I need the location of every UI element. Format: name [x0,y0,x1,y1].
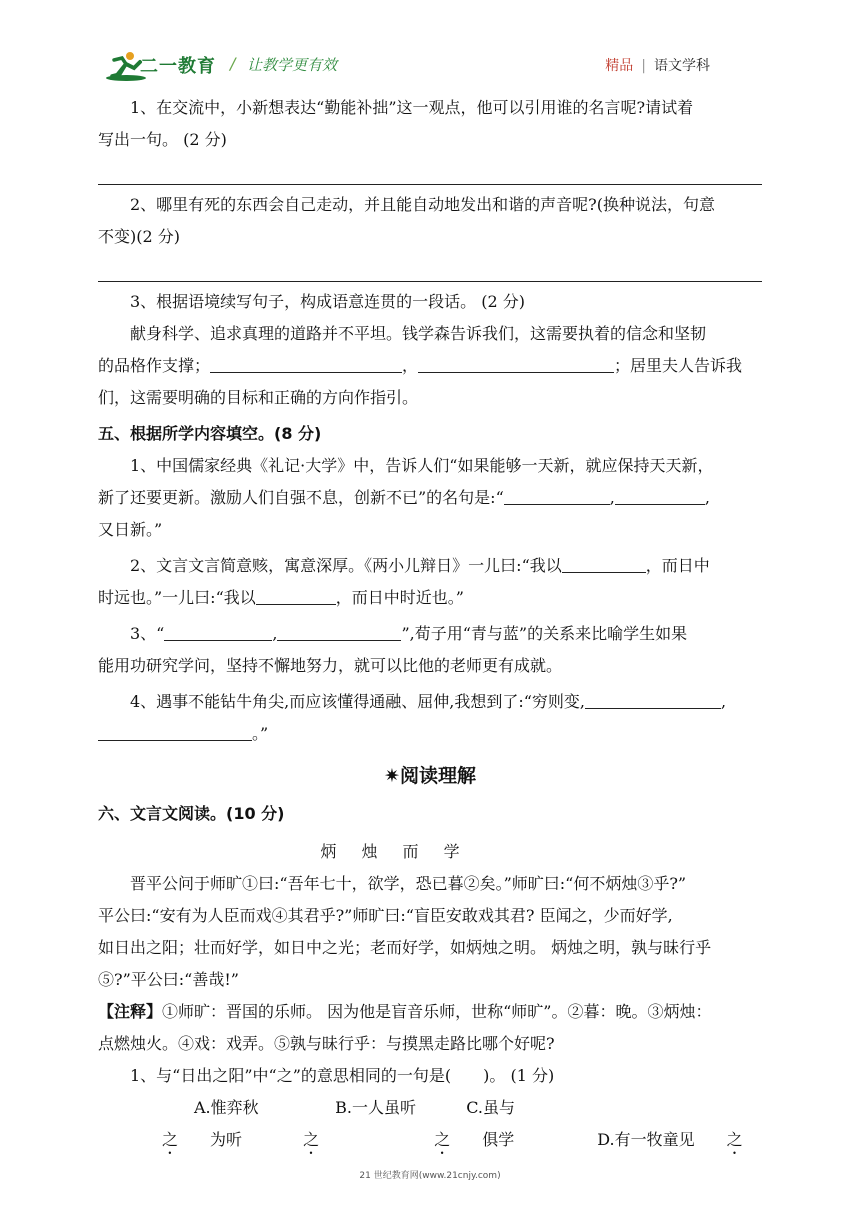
text: ”,荀子用“青与蓝”的关系来比喻学生如果 [401,624,688,643]
option-a[interactable] [130,1092,266,1158]
q5-item4-line2 [98,718,762,750]
q4-item2-line1: 2、哪里有死的东西会自己走动，并且能自动地发出和谐的声音呢?(换种说法，句意 [130,195,716,214]
text: 为听 [210,1130,243,1149]
header-tags [605,55,710,75]
q6-question1: 1、与“日出之阳”中“之”的意思相同的一句是( )。 (1 分) [130,1066,555,1085]
fill-blank[interactable] [504,486,610,505]
text: B.一人虽听 [335,1098,416,1117]
text: 2、文言文言简意赅，寓意深厚。《两小儿辩日》一儿曰:“我以 [130,556,562,575]
text: 。” [252,724,269,743]
q4-item3-para3: 们，这需要明确的目标和正确的方向作指引。 [98,388,419,407]
fill-blank[interactable] [164,622,272,641]
section-six-title: 六、文言文阅读。(10 分) [98,804,285,823]
text: , [704,488,710,507]
q5-item3-line2: 能用功研究学问，坚持不懈地努力，就可以比他的老师更有成就。 [98,656,563,675]
fill-blank[interactable] [210,354,402,373]
header-slogan: 让教学更有效 [247,56,338,74]
q4-item3-para1: 献身科学、追求真理的道路并不平坦。钱学森告诉我们，这需要执着的信念和坚韧 [130,324,707,343]
page-header [0,46,860,86]
fill-blank[interactable] [562,554,646,573]
text: A.惟弈秋 [194,1098,259,1117]
q4-item2-line2: 不变)(2 分) [98,227,180,246]
subject-tag: 语文学科 [654,58,710,74]
text: , [272,624,278,643]
answer-line [98,253,762,282]
option-c[interactable] [402,1092,528,1158]
notes-line2: 点燃烛火。④戏：戏弄。⑤孰与昧行乎：与摸黑走路比哪个好呢? [98,1034,555,1053]
page-footer: 21 世纪教育网(www.21cnjy.com) [359,1171,501,1181]
q5-item1-line2 [98,482,762,514]
q5-item1-line3: 又日新。” [98,520,163,539]
text: 新了还要更新。激励人们自强不息，创新不已”的名句是:“ [98,488,504,507]
fill-blank[interactable] [615,486,705,505]
tag-divider: | [641,58,646,74]
dotted-char: 之 [303,1130,320,1149]
text: D.有一牧童见 [597,1130,695,1149]
q4-item3-para2 [98,350,762,382]
passage-line3: 如日出之阳；壮而好学，如日中之光；老而好学，如炳烛之明。 炳烛之明，孰与昧行乎 [98,938,712,957]
dotted-char: 之 [162,1130,179,1149]
q4-item1-line1: 1、在交流中，小新想表达“勤能补拙”这一观点，他可以引用谁的名言呢?请试着 [130,98,694,117]
notes-label: 【注释】 [98,1002,163,1021]
dotted-char: 之 [726,1130,743,1149]
passage-line4: ⑤?”平公曰:“善哉!” [98,970,239,989]
text: , [721,692,727,711]
notes-line1 [98,996,762,1028]
logo-text: 二一教育 [140,56,216,77]
text: ①师旷：晋国的乐师。 因为他是盲音乐师，世称“师旷”。②暮：晚。③炳烛： [162,1002,712,1021]
premium-tag: 精品 [605,58,634,74]
q5-item4-line1 [98,686,762,718]
passage-title: 炳 烛 而 学 [320,842,470,861]
option-b[interactable] [271,1092,416,1158]
q6-question1-options [98,1092,762,1158]
section-five-title: 五、根据所学内容填空。(8 分) [98,424,322,443]
passage-line2: 平公曰:“安有为人臣而戏④其君乎?”师旷曰:“盲臣安敢戏其君? 臣闻之，少而好学, [98,906,673,925]
text: ， [402,356,419,375]
fill-blank[interactable] [98,722,252,741]
text: , [609,488,615,507]
text: 3、“ [130,624,165,643]
reading-section-title: ✷阅读理解 [384,765,476,787]
q4-item1-line2: 写出一句。 (2 分) [98,130,227,149]
option-d[interactable] [533,1124,742,1158]
fill-blank[interactable] [585,690,721,709]
text: ，而日中 [645,556,710,575]
document-body [98,92,762,1158]
fill-blank[interactable] [277,622,401,641]
header-separator: / [230,54,236,73]
passage-line1: 晋平公问于师旷①曰:“吾年七十，欲学，恐已暮②矣。”师旷曰:“何不炳烛③乎?” [130,874,687,893]
text: 时远也。”一儿曰:“我以 [98,588,256,607]
fill-blank[interactable] [256,586,336,605]
fill-blank[interactable] [418,354,614,373]
text: ；居里夫人告诉我 [614,356,743,375]
text: 4、遇事不能钻牛角尖,而应该懂得通融、屈伸,我想到了:“穷则变, [130,692,586,711]
q5-item1-line1: 1、中国儒家经典《礼记·大学》中，告诉人们“如果能够一天新，就应保持天天新， [130,456,714,475]
q5-item3-line1 [98,618,762,650]
text: ，而日中时近也。” [335,588,464,607]
q5-item2-line1 [98,550,762,582]
answer-line [98,156,762,185]
text: 的品格作支撑； [98,356,211,375]
q4-item3: 3、根据语境续写句子，构成语意连贯的一段话。 (2 分) [130,292,526,311]
text: C.虽与 [466,1098,515,1117]
dotted-char: 之 [434,1130,451,1149]
q5-item2-line2 [98,582,762,614]
text: 俱学 [482,1130,515,1149]
